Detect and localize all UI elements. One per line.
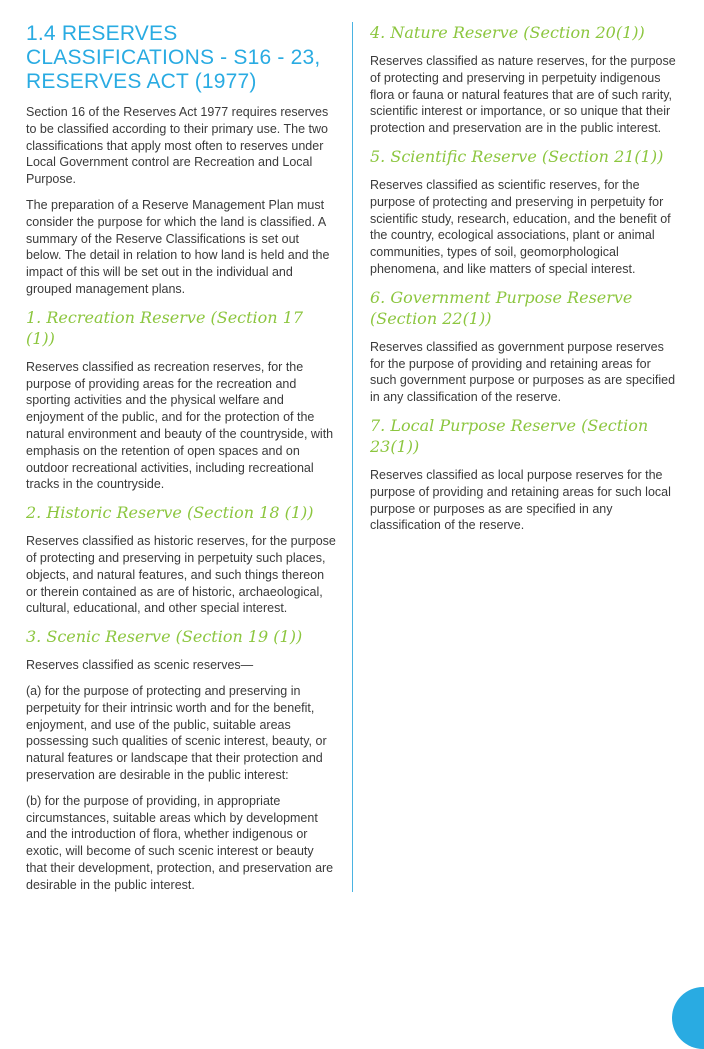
- section-text: Reserves classified as scientific reserves, for the purpose of protecting and preserving in perpetuity for scientific study, research, education, and the benefit of the country, ecological associations, plant or animal communities, types of soil, geomorphological phenomena, and like matters of special interest.: [370, 177, 671, 276]
- section-text: Reserves classified as scenic reserves—: [26, 658, 254, 673]
- left-column: [26, 22, 336, 902]
- intro-paragraph-1: Section 16 of the Reserves Act 1977 requires reserves to be classified according to their primary use. The two classifications that apply most often to reserves under Local Government control are Recreation and Local Purpose.: [26, 105, 329, 187]
- section-text: (b) for the purpose of providing, in appropriate circumstances, suitable areas which by development and the introduction of flora, whether indigenous or exotic, will become of such scenic interest or beauty that their development, protection, and preservation are desirable in the public interest.: [26, 793, 334, 892]
- section-text: Reserves classified as local purpose reserves for the purpose of providing and retaining areas for such local purpose or purposes as are specified in any classification of the reserve.: [370, 467, 671, 533]
- section-heading: 1. Recreation Reserve (Section 17 (1)): [26, 307, 304, 348]
- section-heading: 7. Local Purpose Reserve (Section 23(1)): [370, 415, 649, 456]
- section-text: Reserves classified as historic reserves, for the purpose of protecting and preserving in perpetuity such places, objects, and natural features, and such things thereon or therein contained as are of historic, archaeological, cultural, educational, and other special interest.: [26, 534, 336, 616]
- section-text: Reserves classified as government purpose reserves for the purpose of providing and retaining areas for such government purpose or purposes as are specified in any classification of the reserve.: [370, 339, 676, 405]
- section-text: Reserves classified as recreation reserves, for the purpose of providing areas for the recreation and sporting activities and the physical welfare and enjoyment of the public, and for the protection of the natural environment and beauty of the countryside, with emphasis on the retention of open spaces and on outdoor recreational activities, including recreational tracks in the countryside.: [26, 359, 334, 492]
- section-heading: 6. Government Purpose Reserve (Section 22(1)): [370, 287, 633, 328]
- page-title: 1.4 RESERVES CLASSIFICATIONS - S16 - 23, RESERVES ACT (1977): [26, 22, 321, 93]
- section-heading: 4. Nature Reserve (Section 20(1)): [370, 23, 645, 42]
- right-column: [370, 22, 678, 543]
- section-scientific: [370, 146, 678, 278]
- section-recreation: [26, 307, 336, 493]
- section-scenic: [26, 626, 336, 893]
- corner-decoration: [672, 987, 704, 1049]
- section-nature: [370, 22, 678, 137]
- section-heading: 2. Historic Reserve (Section 18 (1)): [26, 503, 314, 523]
- section-heading: 5. Scientific Reserve (Section 21(1)): [370, 146, 664, 166]
- section-local: [370, 415, 678, 534]
- section-text: (a) for the purpose of protecting and preserving in perpetuity for their intrinsic worth and for the benefit, enjoyment, and use of the public, suitable areas possessing such qualities of scenic interest, beauty, or natural features or landscape that their protection and preservation are desirable in the public interest:: [26, 683, 327, 782]
- intro-paragraph-2: The preparation of a Reserve Management Plan must consider the purpose for which the land is classified. A summary of the Reserve Classifications is set out below. The detail in relation to how land is held and the impact of this will be set out in the individual and grouped management plans.: [26, 197, 330, 296]
- section-historic: [26, 502, 336, 617]
- section-heading: 3. Scenic Reserve (Section 19 (1)): [26, 627, 303, 647]
- column-divider: [352, 22, 353, 892]
- section-text: Reserves classified as nature reserves, for the purpose of protecting and preserving in perpetuity indigenous flora or fauna or natural features that are of such rarity, scientific interest or importance, or so unique that their protection and preservation are in the public interest.: [370, 54, 676, 136]
- section-government: [370, 287, 678, 406]
